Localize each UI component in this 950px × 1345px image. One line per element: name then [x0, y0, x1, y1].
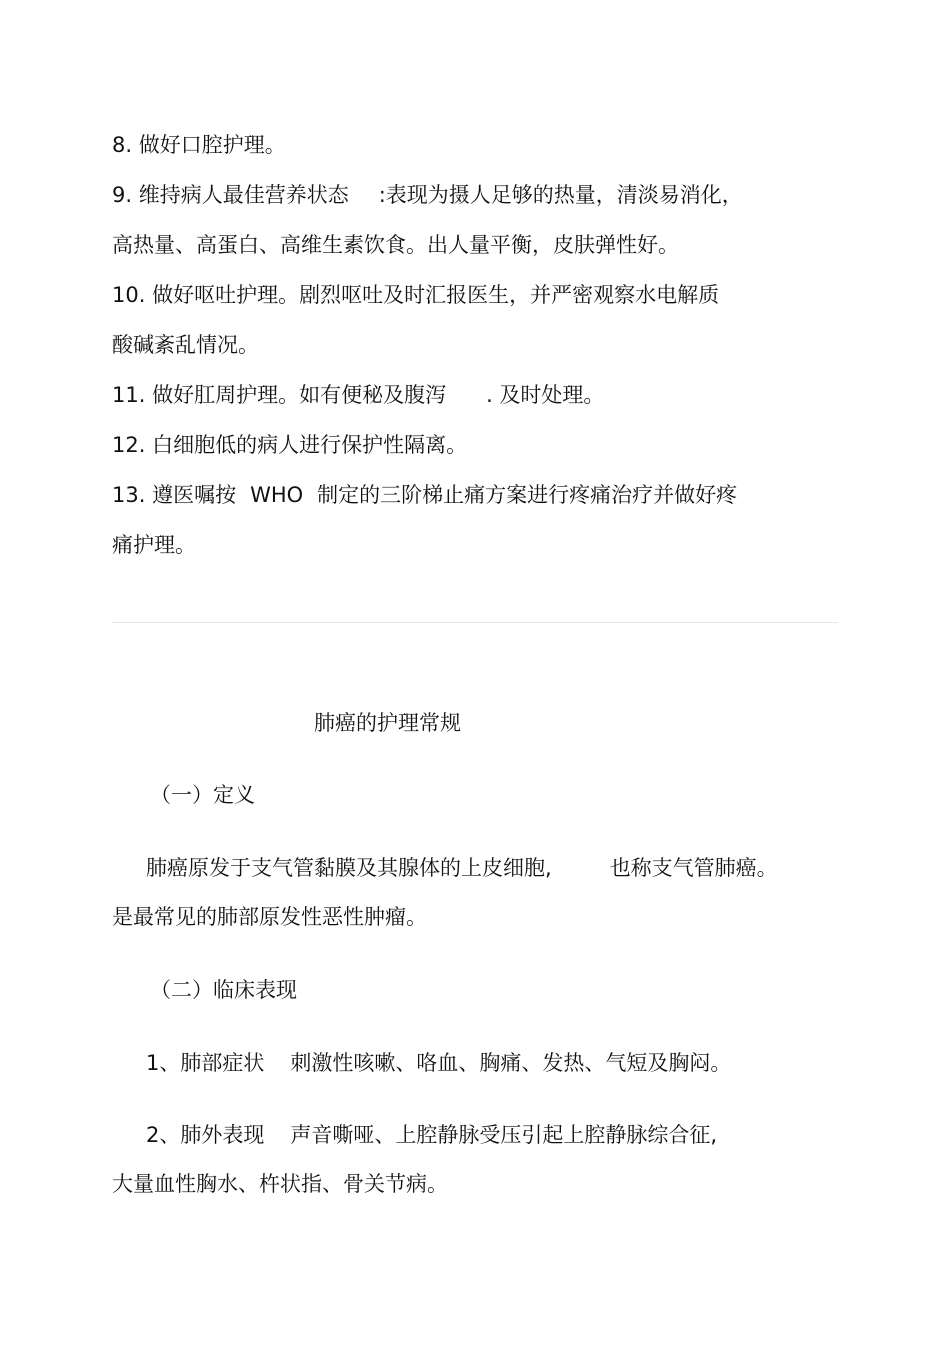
heading-definition-text: （一）定义	[150, 783, 255, 807]
definition-text-c: 是最常见的肺部原发性恶性肿瘤。	[112, 905, 427, 929]
item-13-text-c: 痛护理。	[112, 533, 196, 557]
list-item-8	[112, 131, 286, 159]
item-8-text: 8. 做好口腔护理。	[112, 133, 286, 157]
symptom-2-continued	[112, 1170, 448, 1198]
list-item-10-continued	[112, 331, 259, 359]
list-item-12	[112, 431, 467, 459]
item-13-text-a: 13. 遵医嘱按	[112, 483, 237, 507]
list-item-10	[112, 281, 719, 309]
item-9-text-c: 高热量、高蛋白、高维生素饮食。出人量平衡，皮肤弹性好。	[112, 233, 679, 257]
list-item-11	[112, 381, 604, 409]
definition-paragraph-continued	[112, 903, 427, 931]
symptom-2-text: 声音嘶哑、上腔静脉受压引起上腔静脉综合征,	[290, 1123, 718, 1147]
list-item-9	[112, 181, 743, 209]
heading-definition	[150, 781, 255, 809]
item-11-text-b: . 及时处理。	[486, 383, 605, 407]
heading-clinical	[150, 976, 297, 1004]
list-item-9-continued	[112, 231, 679, 259]
item-10-text-b: 酸碱紊乱情况。	[112, 333, 259, 357]
item-9-text-a: 9. 维持病人最佳营养状态	[112, 183, 349, 207]
section-title: 肺癌的护理常规	[314, 711, 461, 735]
definition-paragraph	[146, 854, 778, 882]
list-item-13-continued	[112, 531, 196, 559]
item-11-text-a: 11. 做好肛周护理。如有便秘及腹泻	[112, 383, 447, 407]
symptom-2-label: 2、肺外表现	[146, 1123, 265, 1147]
symptom-2-cont-text: 大量血性胸水、杵状指、骨关节病。	[112, 1172, 448, 1196]
list-item-13	[112, 481, 737, 509]
symptom-2	[146, 1121, 717, 1149]
item-13-who: WHO	[250, 483, 304, 507]
item-10-text-a: 10. 做好呕吐护理。剧烈呕吐及时汇报医生，并严密观察水电解质	[112, 283, 720, 307]
item-13-text-b: 制定的三阶梯止痛方案进行疼痛治疗并做好疼	[317, 483, 738, 507]
definition-text-b: 也称支气管肺癌。	[609, 856, 778, 880]
page-divider	[112, 622, 838, 623]
heading-clinical-text: （二）临床表现	[150, 978, 297, 1002]
symptom-1-label: 1、肺部症状	[146, 1051, 265, 1075]
symptom-1	[146, 1049, 731, 1077]
item-12-text: 12. 白细胞低的病人进行保护性隔离。	[112, 433, 468, 457]
item-9-text-b: :表现为摄人足够的热量，清淡易消化，	[378, 183, 743, 207]
definition-text-a: 肺癌原发于支气管黏膜及其腺体的上皮细胞,	[146, 856, 552, 880]
symptom-1-text: 刺激性咳嗽、咯血、胸痛、发热、气短及胸闷。	[290, 1051, 732, 1075]
